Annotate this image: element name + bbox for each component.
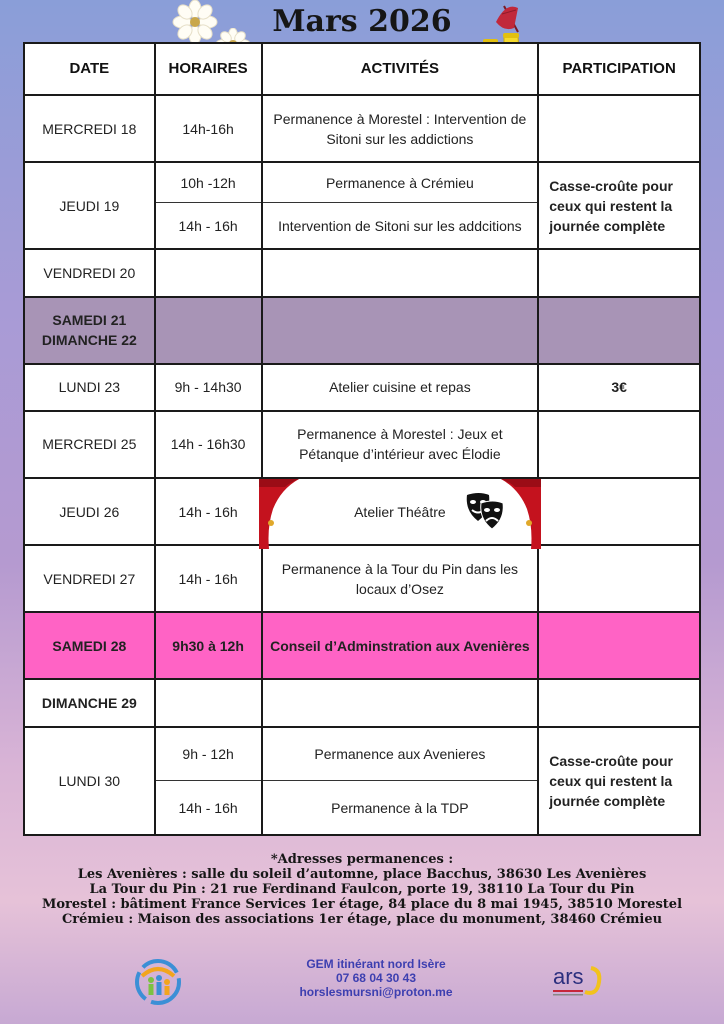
row-activity: Atelier cuisine et repas (262, 364, 539, 411)
row-date: LUNDI 30 (24, 727, 155, 835)
addresses-block (0, 852, 724, 927)
header-time: HORAIRES (155, 43, 262, 95)
page-title: Mars 2026 (272, 4, 452, 39)
contact-block (262, 957, 490, 999)
row-participation: Casse-croûte pour ceux qui restent la journée complète (538, 162, 700, 249)
ars-logo-text: ars (553, 964, 584, 989)
table-row-weekend (24, 297, 700, 364)
ars-logo-icon (551, 962, 605, 1000)
header-activity: ACTIVITÉS (262, 43, 539, 95)
gem-logo-icon (134, 958, 182, 1006)
table-row-highlight (24, 612, 700, 679)
row-date: JEUDI 26 (24, 478, 155, 545)
row-date: LUNDI 23 (24, 364, 155, 411)
row-activity: Permanence à la TDP (262, 781, 539, 835)
row-time: 14h - 16h (155, 202, 262, 249)
table-row (24, 162, 700, 202)
weekend-day-1: SAMEDI 21 (52, 312, 127, 329)
row-activity: Permanence à Morestel : Jeux et Pétanque d’intérieur avec Élodie (262, 411, 539, 478)
row-activity: Conseil d’Adminstration aux Avenières (262, 612, 539, 679)
row-time: 14h - 16h30 (155, 411, 262, 478)
row-time: 14h-16h (155, 95, 262, 162)
row-date (24, 297, 155, 364)
contact-phone: 07 68 04 30 43 (335, 971, 417, 985)
row-activity: Permanence à Morestel : Intervention de Sitoni sur les addictions (262, 95, 539, 162)
table-row (24, 249, 700, 296)
row-activity: Intervention de Sitoni sur les addcitions (262, 202, 539, 249)
row-activity: Permanence aux Avenieres (262, 727, 539, 781)
row-activity: Permanence à Crémieu (262, 162, 539, 202)
row-time: 9h30 à 12h (155, 612, 262, 679)
header-date: DATE (24, 43, 155, 95)
row-date: SAMEDI 28 (24, 612, 155, 679)
row-date: MERCREDI 25 (24, 411, 155, 478)
row-date: VENDREDI 20 (24, 249, 155, 296)
row-time: 9h - 14h30 (155, 364, 262, 411)
table-row (24, 364, 700, 411)
table-row (24, 411, 700, 478)
addresses-heading: *Adresses permanences : (270, 852, 454, 867)
row-date: VENDREDI 27 (24, 545, 155, 612)
table-row (24, 545, 700, 612)
row-time: 14h - 16h (155, 478, 262, 545)
table-row (24, 679, 700, 726)
row-time: 14h - 16h (155, 781, 262, 835)
row-participation: 3€ (538, 364, 700, 411)
row-date: JEUDI 19 (24, 162, 155, 249)
contact-name: GEM itinérant nord Isère (306, 957, 446, 971)
schedule-table (23, 42, 701, 836)
contact-email: horslesmursni@proton.me (299, 985, 453, 999)
theatre-curtain-icon (499, 479, 541, 549)
row-date: MERCREDI 18 (24, 95, 155, 162)
theatre-curtain-icon (259, 479, 301, 549)
table-row (24, 727, 700, 781)
address-line: Les Avenières : salle du soleil d’automne, place Bacchus, 38630 Les Avenières (77, 867, 647, 882)
row-participation: Casse-croûte pour ceux qui restent la journée complète (538, 727, 700, 835)
header-participation: PARTICIPATION (538, 43, 700, 95)
address-line: Morestel : bâtiment France Services 1er étage, 84 place du 8 mai 1945, 38510 Morestel (41, 897, 683, 912)
row-activity (262, 478, 539, 545)
address-line: Crémieu : Maison des associations 1er étage, place du monument, 38460 Crémieu (61, 912, 663, 927)
theatre-label: Atelier Théâtre (354, 503, 446, 520)
row-time: 9h - 12h (155, 727, 262, 781)
flower-icon (172, 0, 218, 44)
table-row (24, 478, 700, 545)
row-time: 14h - 16h (155, 545, 262, 612)
row-time: 10h -12h (155, 162, 262, 202)
row-activity: Permanence à la Tour du Pin dans les locaux d’Osez (262, 545, 539, 612)
table-header-row (24, 43, 700, 95)
weekend-day-2: DIMANCHE 22 (41, 332, 137, 349)
row-participation (538, 95, 700, 162)
address-line: La Tour du Pin : 21 rue Ferdinand Faulcon, porte 19, 38110 La Tour du Pin (89, 882, 635, 897)
row-date: DIMANCHE 29 (24, 679, 155, 726)
table-row (24, 95, 700, 162)
